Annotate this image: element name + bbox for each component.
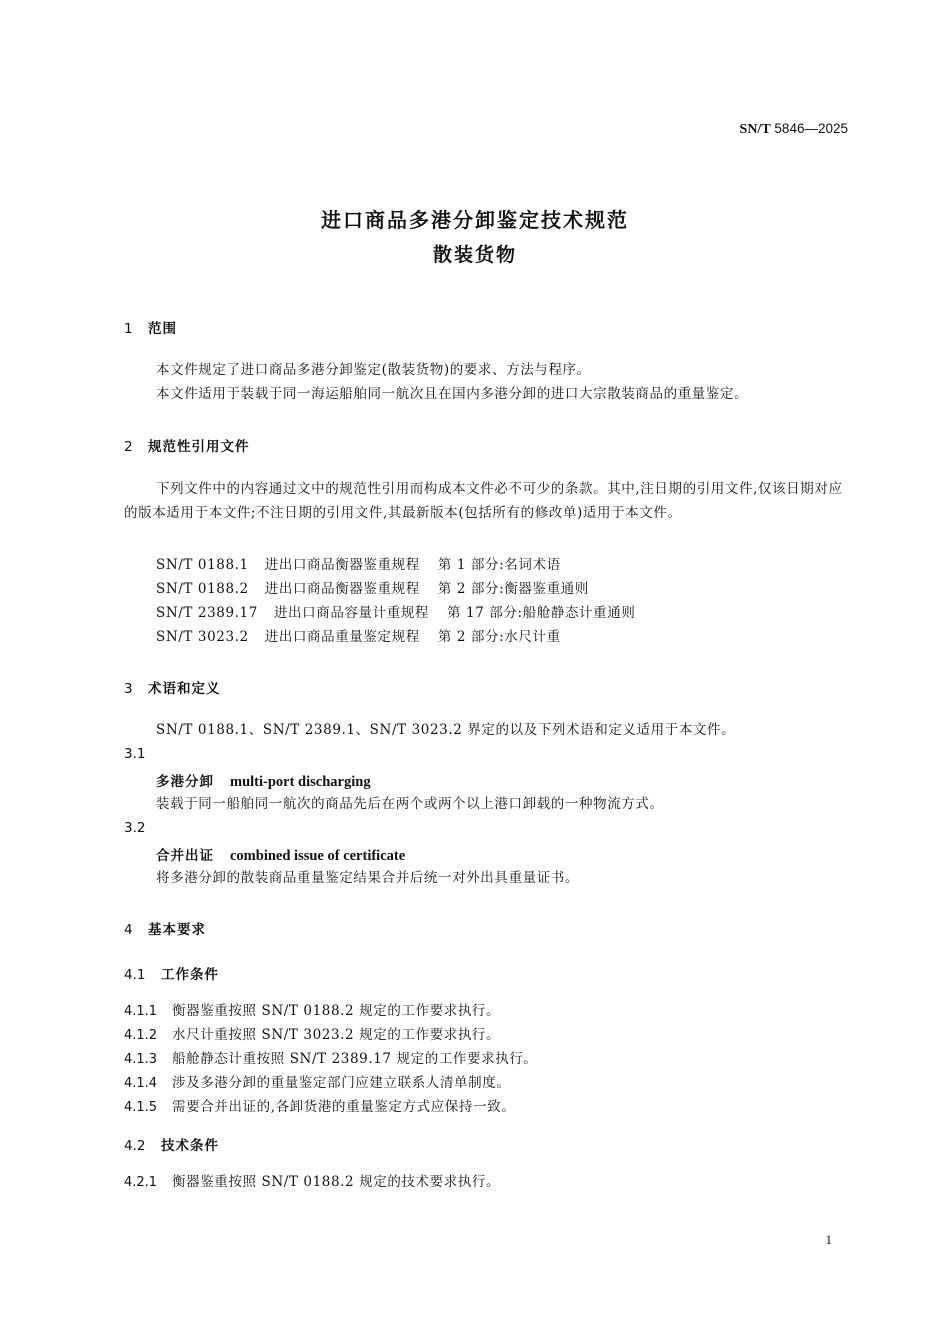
- subsection-title: 工作条件: [161, 967, 219, 983]
- subsection-title: 技术条件: [161, 1138, 219, 1154]
- clause-number: 4.1.1: [124, 1004, 158, 1019]
- clause-number: 4.1.5: [124, 1100, 158, 1115]
- reference-name: 进出口商品衡器鉴重规程: [264, 581, 420, 597]
- section-3-heading: [124, 677, 221, 697]
- clause-number: 4.1.3: [124, 1052, 158, 1067]
- reference-item: [156, 553, 561, 573]
- reference-code: SN/T 2389.17: [156, 605, 258, 621]
- reference-code: SN/T 0188.2: [156, 581, 249, 597]
- term-chinese: 多港分卸: [156, 774, 214, 790]
- clause-number: 4.1.2: [124, 1028, 158, 1043]
- clause-text: 水尺计重按照 SN/T 3023.2 规定的工作要求执行。: [172, 1027, 501, 1043]
- terms-intro-paragraph: SN/T 0188.1、SN/T 2389.1、SN/T 3023.2 界定的以及下列术语和定义适用于本文件。: [156, 722, 736, 738]
- reference-item: [156, 577, 589, 597]
- term-definition: 装载于同一船舶同一航次的商品先后在两个或两个以上港口卸载的一种物流方式。: [156, 796, 664, 812]
- reference-code: SN/T 0188.1: [156, 557, 249, 573]
- standard-prefix: SN/T: [739, 122, 771, 137]
- term-number: 3.2: [124, 820, 146, 836]
- page-number: 1: [825, 1232, 832, 1247]
- document-title: 进口商品多港分卸鉴定技术规范: [321, 208, 629, 232]
- clause-item: [124, 1023, 500, 1043]
- clause-text: 船舱静态计重按照 SN/T 2389.17 规定的工作要求执行。: [172, 1051, 538, 1067]
- reference-name: 进出口商品衡器鉴重规程: [264, 557, 420, 573]
- subsection-4-1-heading: [124, 963, 219, 983]
- document-subtitle: 散装货物: [432, 244, 517, 266]
- clause-item: [124, 1170, 500, 1190]
- reference-part: 第 1 部分:名词术语: [437, 557, 561, 573]
- clause-text: 涉及多港分卸的重量鉴定部门应建立联系人清单制度。: [172, 1075, 511, 1091]
- reference-code: SN/T 3023.2: [156, 629, 249, 645]
- section-title: 规范性引用文件: [148, 439, 250, 455]
- term-definition: 将多港分卸的散装商品重量鉴定结果合并后统一对外出具重量证书。: [156, 870, 579, 886]
- term-chinese: 合并出证: [156, 848, 214, 864]
- references-intro-paragraph: 下列文件中的内容通过文中的规范性引用而构成本文件必不可少的条款。其中,注日期的引用文件,仅该日期对应的版本适用于本文件;不注日期的引用文件,其最新版本(包括所有的修改单)适用于本文件。: [124, 481, 843, 521]
- section-2-heading: [124, 435, 250, 455]
- clause-item: [124, 1095, 515, 1115]
- scope-paragraph-2: 本文件适用于装载于同一海运船舶同一航次且在国内多港分卸的进口大宗散装商品的重量鉴定。: [156, 386, 749, 402]
- section-4-heading: [124, 918, 206, 938]
- reference-item: [156, 625, 561, 645]
- section-1-heading: [124, 317, 177, 337]
- section-title: 术语和定义: [148, 681, 221, 697]
- subsection-4-2-heading: [124, 1134, 219, 1154]
- section-number: 1: [124, 321, 133, 337]
- section-number: 4: [124, 922, 133, 938]
- clause-text: 衡器鉴重按照 SN/T 0188.2 规定的技术要求执行。: [172, 1174, 501, 1190]
- reference-item: [156, 601, 635, 621]
- standard-code: 5846—2025: [774, 121, 848, 136]
- clause-text: 衡器鉴重按照 SN/T 0188.2 规定的工作要求执行。: [172, 1003, 501, 1019]
- section-title: 范围: [148, 321, 177, 337]
- standard-number: [740, 121, 848, 138]
- clause-item: [124, 1071, 510, 1091]
- section-number: 2: [124, 439, 133, 455]
- section-title: 基本要求: [148, 922, 206, 938]
- term-heading: [156, 844, 405, 865]
- clause-text: 需要合并出证的,各卸货港的重量鉴定方式应保持一致。: [172, 1099, 516, 1115]
- subsection-number: 4.1: [124, 967, 146, 983]
- term-english: combined issue of certificate: [230, 848, 406, 864]
- subsection-number: 4.2: [124, 1138, 146, 1154]
- reference-name: 进出口商品重量鉴定规程: [264, 629, 420, 645]
- term-number: 3.1: [124, 746, 146, 762]
- term-english: multi-port discharging: [230, 774, 371, 790]
- clause-item: [124, 999, 500, 1019]
- scope-paragraph-1: 本文件规定了进口商品多港分卸鉴定(散装货物)的要求、方法与程序。: [156, 362, 591, 378]
- section-number: 3: [124, 681, 133, 697]
- clause-number: 4.2.1: [124, 1175, 158, 1190]
- clause-number: 4.1.4: [124, 1076, 158, 1091]
- reference-name: 进出口商品容量计重规程: [273, 605, 430, 621]
- term-heading: [156, 770, 371, 791]
- clause-item: [124, 1047, 538, 1067]
- reference-part: 第 2 部分:水尺计重: [437, 629, 561, 645]
- reference-part: 第 17 部分:船舱静态计重通则: [447, 605, 636, 621]
- reference-part: 第 2 部分:衡器鉴重通则: [437, 581, 589, 597]
